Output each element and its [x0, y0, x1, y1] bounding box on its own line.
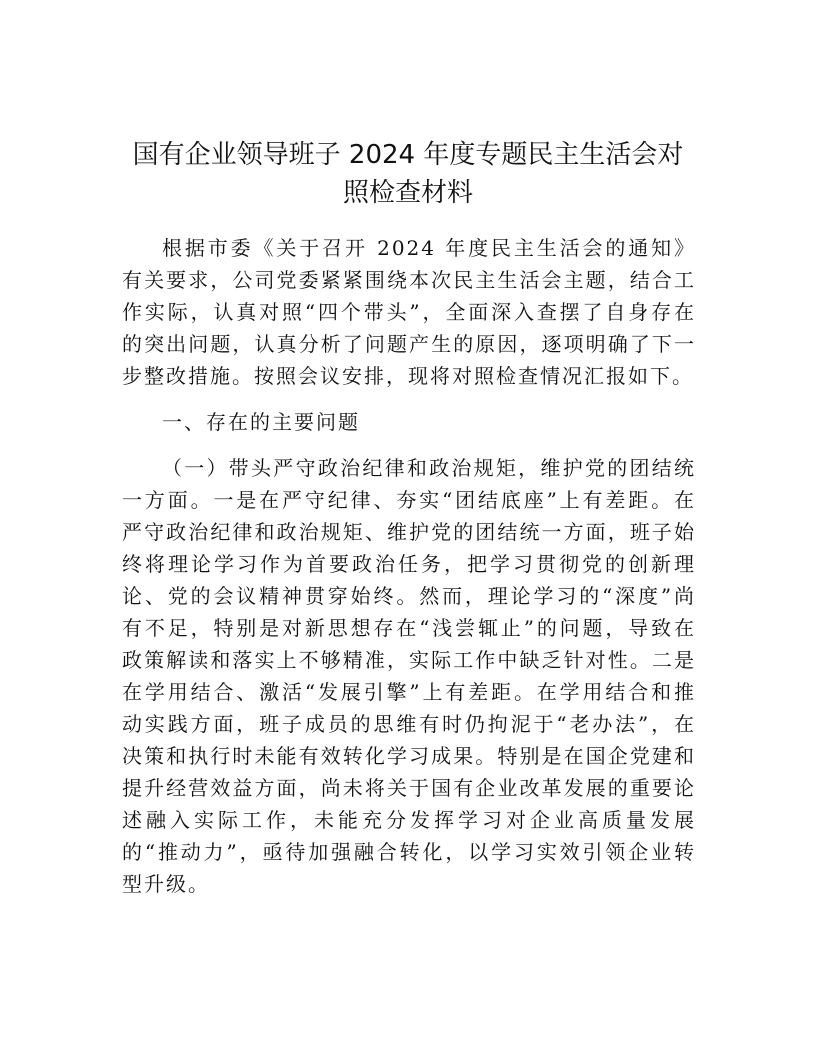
section-heading-problems: 一、存在的主要问题 [162, 410, 360, 434]
document-body [122, 232, 696, 900]
intro-paragraph: 根据市委《关于召开 2024 年度民主生活会的通知》有关要求，公司党委紧紧围绕本次民主生活会主题，结合工作实际，认真对照“四个带头”，全面深入查摆了自身存在的突出问题，认真分析了问题产生的原因，逐项明确了下一步整改措施。按照会议安排，现将对照检查情况汇报如下。 [122, 236, 696, 388]
section-1-paragraph-1: （一）带头严守政治纪律和政治规矩，维护党的团结统一方面。一是在严守纪律、夯实“团结底座”上有差距。在严守政治纪律和政治规矩、维护党的团结统一方面，班子始终将理论学习作为首要政治任务，把学习贯彻党的创新理论、党的会议精神贯穿始终。然而，理论学习的“深度”尚有不足，特别是对新思想存在“浅尝辄止”的问题，导致在政策解读和落实上不够精准，实际工作中缺乏针对性。二是在学用结合、激活“发展引擎”上有差距。在学用结合和推动实践方面，班子成员的思维有时仍拘泥于“老办法”，在决策和执行时未能有效转化学习成果。特别是在国企党建和提升经营效益方面，尚未将关于国有企业改革发展的重要论述融入实际工作，未能充分发挥学习对企业高质量发展的“推动力”，亟待加强融合转化，以学习实效引领企业转型升级。 [122, 456, 696, 896]
document-title: 国有企业领导班子 2024 年度专题民主生活会对照检查材料 [132, 140, 684, 208]
